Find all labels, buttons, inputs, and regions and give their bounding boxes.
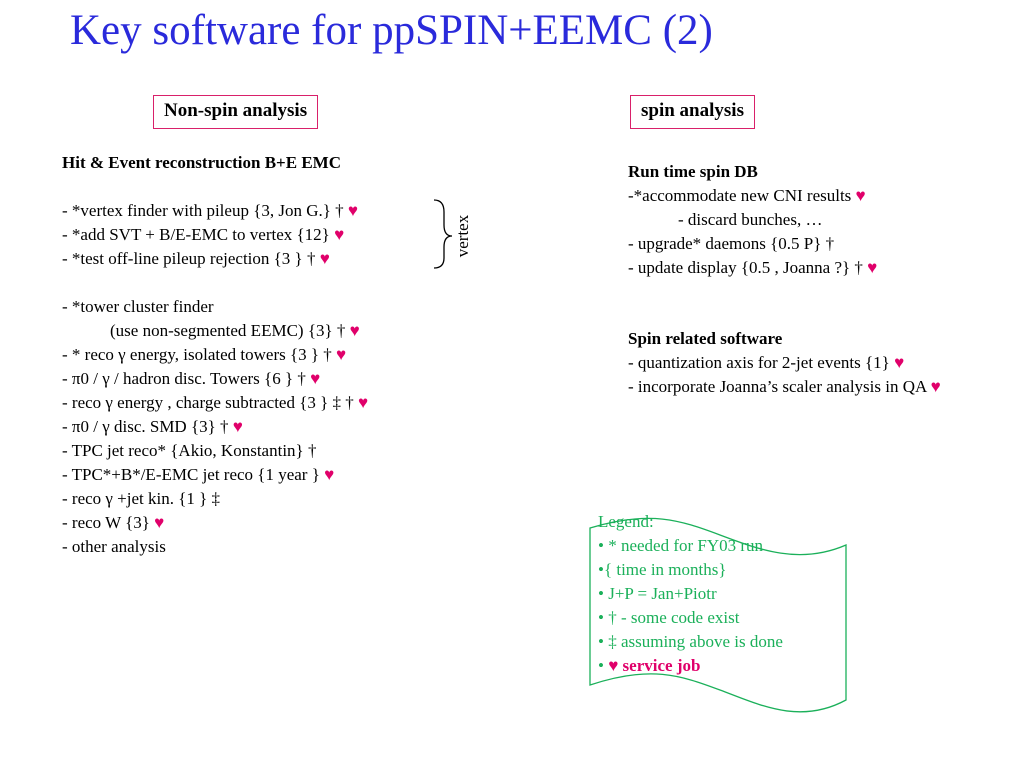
list-item: - *vertex finder with pileup {3, Jon G.} † ♥ [62,201,358,220]
vertex-label-wrap [451,210,479,266]
list-item: - π0 / γ / hadron disc. Towers {6 } † ♥ [62,369,321,388]
legend-item: •{ time in months} [598,560,727,579]
list-item: - *add SVT + B/E-EMC to vertex {12} ♥ [62,225,345,244]
heart-icon: ♥ [930,377,941,396]
list-item: - *tower cluster finder [62,297,214,316]
heart-icon: ♥ [154,513,165,532]
heart-icon: ♥ [336,345,347,364]
heart-icon: ♥ [319,249,330,268]
vertex-label: vertex [453,214,472,258]
legend-title: Legend: [598,512,654,531]
list-item: - *test off-line pileup rejection {3 } † ♥ [62,249,330,268]
legend-item: • ‡ assuming above is done [598,632,783,651]
legend [598,510,783,678]
spin-analysis-box: spin analysis [630,95,755,129]
list-item: - TPC*+B*/E-EMC jet reco {1 year } ♥ [62,465,335,484]
list-item: - update display {0.5 , Joanna ?} † ♥ [628,258,878,277]
heart-icon: ♥ [232,417,243,436]
list-item: - * reco γ energy, isolated towers {3 } † ♥ [62,345,347,364]
heart-icon: ♥ [349,321,360,340]
list-item: - discard bunches, … [678,210,823,229]
non-spin-analysis-box: Non-spin analysis [153,95,318,129]
legend-item: • † - some code exist [598,608,740,627]
heart-icon: ♥ [310,369,321,388]
list-item: -*accommodate new CNI results ♥ [628,186,866,205]
heart-icon: ♥ [867,258,878,277]
list-item: - incorporate Joanna’s scaler analysis in QA ♥ [628,377,941,396]
list-item: - reco γ +jet kin. {1 } ‡ [62,489,221,508]
list-item: (use non-segmented EEMC) {3} † ♥ [110,321,360,340]
right-column-section-2 [628,327,941,399]
slide-title: Key software for ppSPIN+EEMC (2) [70,7,713,54]
list-item: - reco W {3} ♥ [62,513,165,532]
run-time-spin-db-heading: Run time spin DB [628,162,758,181]
legend-item: • * needed for FY03 run [598,536,764,555]
right-column-section-1 [628,160,877,280]
heart-icon: ♥ [358,393,369,412]
legend-item: • J+P = Jan+Piotr [598,584,717,603]
heart-icon: ♥ [324,465,335,484]
heart-icon: ♥ [334,225,345,244]
list-item: - other analysis [62,537,166,556]
list-item: - upgrade* daemons {0.5 P} † [628,234,835,253]
left-heading: Hit & Event reconstruction B+E EMC [62,153,341,172]
heart-icon: ♥ [894,353,905,372]
spin-related-software-heading: Spin related software [628,329,783,348]
heart-icon: ♥ [608,656,619,675]
list-item: - quantization axis for 2-jet events {1} ♥ [628,353,905,372]
heart-icon: ♥ [347,201,358,220]
list-item: - reco γ energy , charge subtracted {3 } ‡ † ♥ [62,393,369,412]
vertex-brace [434,200,452,268]
heart-icon: ♥ [855,186,866,205]
list-item: - TPC jet reco* {Akio, Konstantin} † [62,441,317,460]
legend-item-service: • ♥ service job [598,656,701,675]
list-item: - π0 / γ disc. SMD {3} † ♥ [62,417,243,436]
